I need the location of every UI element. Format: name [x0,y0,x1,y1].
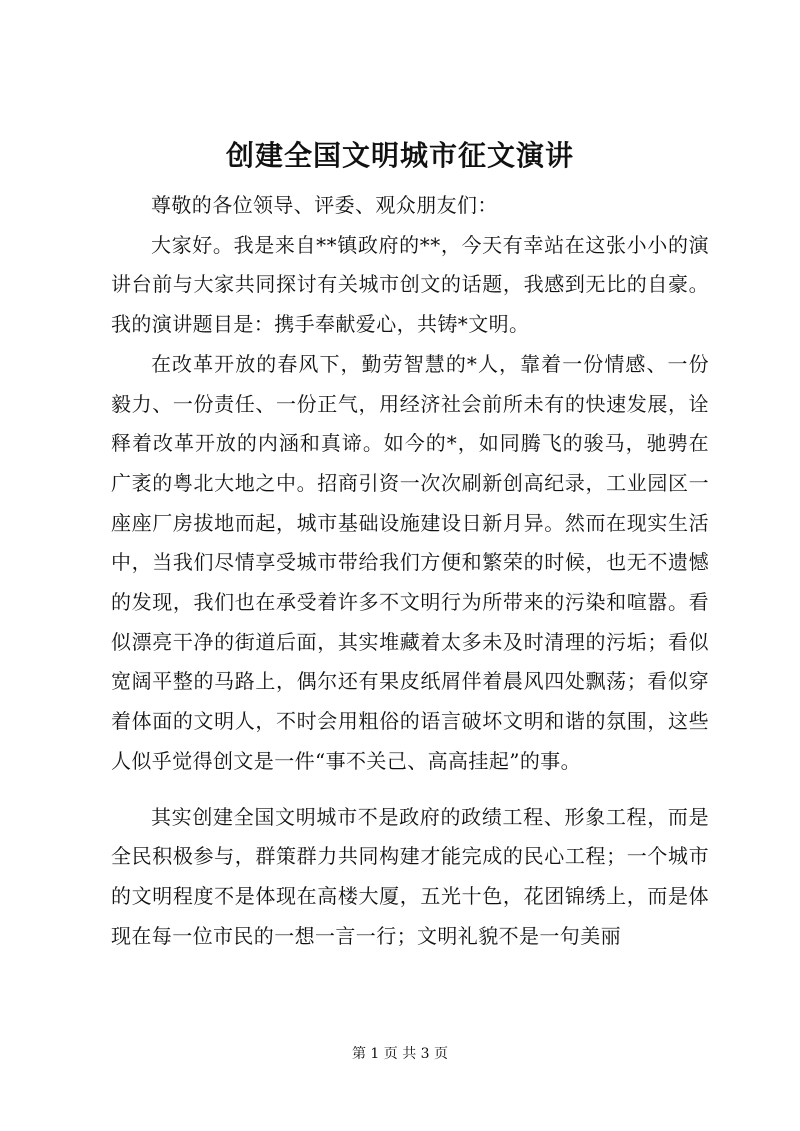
document-body [111,186,709,956]
body-paragraph: 其实创建全国文明城市不是政府的政绩工程、形象工程，而是全民积极参与，群策群力共同构建才能完成的民心工程；一个城市的文明程度不是体现在高楼大厦，五光十色，花团锦绣上，而是体现在每一位市民的一想一言一行；文明礼貌不是一句美丽 [111,804,709,948]
document-title: 创建全国文明城市征文演讲 [225,139,574,172]
body-paragraph: 在改革开放的春风下，勤劳智慧的*人，靠着一份情感、一份毅力、一份责任、一份正气，用经济社会前所未有的快速发展，诠释着改革开放的内涵和真谛。如今的*，如同腾飞的骏马，驰骋在广袤的粤北大地之中。招商引资一次次刷新创高纪录，工业园区一座座厂房拔地而起，城市基础设施建设日新月异。然而在现实生活中，当我们尽情享受城市带给我们方便和繁荣的时候，也无不遗憾的发现，我们也在承受着许多不文明行为所带来的污染和喧嚣。看似漂亮干净的街道后面，其实堆藏着太多未及时清理的污垢；看似宽阔平整的马路上，偶尔还有果皮纸屑伴着晨风四处飘荡；看似穿着体面的文明人，不时会用粗俗的语言破坏文明和谐的氛围，这些人似乎觉得创文是一件“事不关己、高高挂起”的事。 [111,351,709,773]
page-footer: 第 1 页 共 3 页 [351,1046,449,1062]
intro-paragraph: 大家好。我是来自**镇政府的**，今天有幸站在这张小小的演讲台前与大家共同探讨有关城市创文的话题，我感到无比的自豪。我的演讲题目是：携手奉献爱心，共铸*文明。 [111,232,709,337]
salutation-paragraph: 尊敬的各位领导、评委、观众朋友们： [151,193,498,217]
